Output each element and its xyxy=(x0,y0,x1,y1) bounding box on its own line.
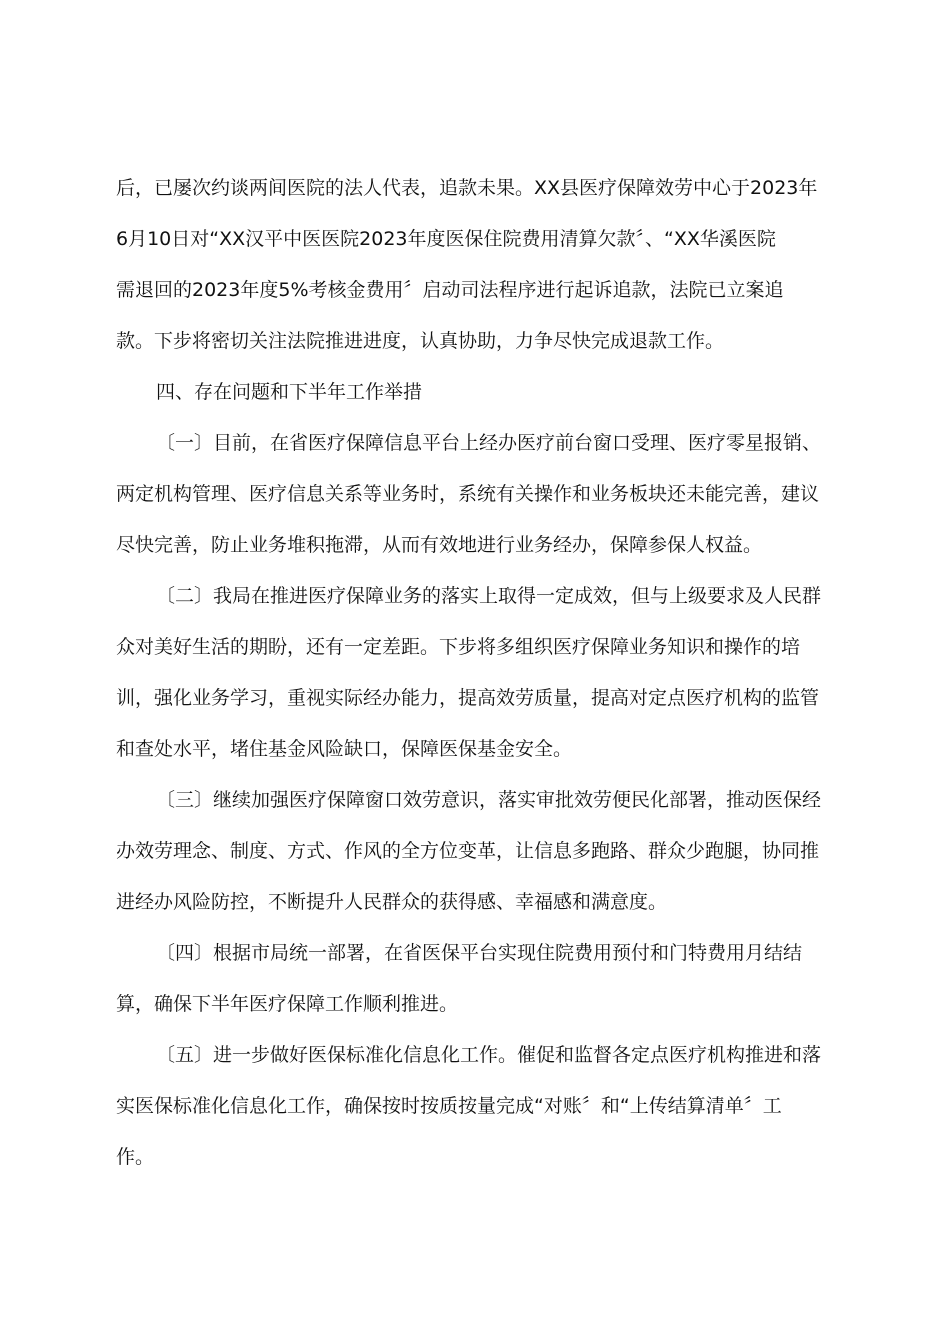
text-line: 款。下步将密切关注法院推进进度，认真协助，力争尽快完成退款工作。 xyxy=(116,330,725,352)
text-line: 需退回的2023年度5%考核金费用〞启动司法程序进行起诉追款，法院已立案追 xyxy=(116,279,784,301)
text-line: 众对美好生活的期盼，还有一定差距。下步将多组织医疗保障业务知识和操作的培 xyxy=(116,636,801,658)
text-line: 进经办风险防控，不断提升人民群众的获得感、幸福感和满意度。 xyxy=(116,891,668,913)
text-line: 办效劳理念、制度、方式、作风的全方位变革，让信息多跑路、群众少跑腿，协同推 xyxy=(116,840,820,862)
text-line: 作。 xyxy=(116,1146,155,1168)
section-heading: 四、存在问题和下半年工作举措 xyxy=(156,381,423,403)
paragraph-start-line: 〔二〕我局在推进医疗保障业务的落实上取得一定成效，但与上级要求及人民群 xyxy=(156,585,822,607)
paragraph-start-line: 〔三〕继续加强医疗保障窗口效劳意识，落实审批效劳便民化部署，推动医保经 xyxy=(156,789,822,811)
paragraph-start-line: 〔四〕根据市局统一部署，在省医保平台实现住院费用预付和门特费用月结结 xyxy=(156,942,803,964)
text-line: 两定机构管理、医疗信息关系等业务时，系统有关操作和业务板块还未能完善，建议 xyxy=(116,483,820,505)
text-line: 实医保标准化信息化工作，确保按时按质按量完成“对账〞和“上传结算清单〞工 xyxy=(116,1095,782,1117)
text-line: 算，确保下半年医疗保障工作顺利推进。 xyxy=(116,993,459,1015)
text-line: 训，强化业务学习，重视实际经办能力，提高效劳质量，提高对定点医疗机构的监管 xyxy=(116,687,820,709)
paragraph-start-line: 〔一〕目前，在省医疗保障信息平台上经办医疗前台窗口受理、医疗零星报销、 xyxy=(156,432,822,454)
text-line: 尽快完善，防止业务堆积拖滞，从而有效地进行业务经办，保障参保人权益。 xyxy=(116,534,763,556)
text-line: 后，已屡次约谈两间医院的法人代表，追款未果。XX县医疗保障效劳中心于2023年 xyxy=(116,177,818,199)
paragraph-start-line: 〔五〕进一步做好医保标准化信息化工作。催促和监督各定点医疗机构推进和落 xyxy=(156,1044,822,1066)
text-line: 和查处水平，堵住基金风险缺口，保障医保基金安全。 xyxy=(116,738,573,760)
document-body xyxy=(116,166,836,1186)
text-line: 6月10日对“XX汉平中医医院2023年度医保住院费用清算欠款〞、“XX华溪医院 xyxy=(116,228,776,250)
